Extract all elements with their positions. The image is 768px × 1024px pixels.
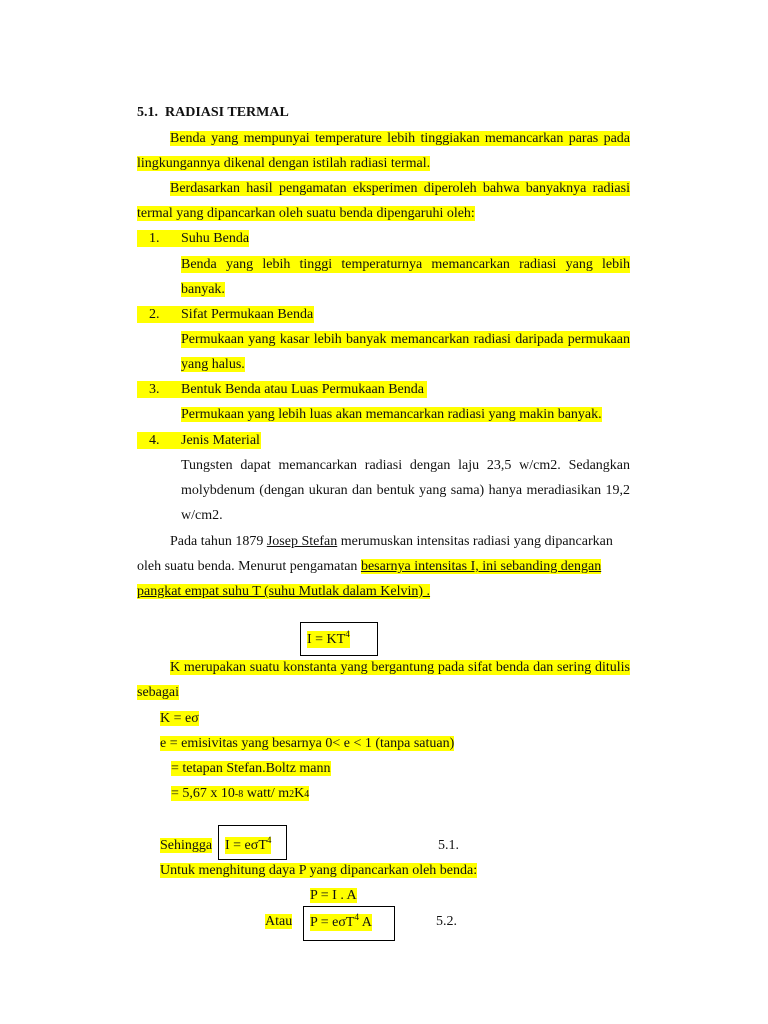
list-item-2-title: Sifat Permukaan Benda — [181, 307, 314, 322]
sigma-value: = 5,67 x 10-8 watt/ m2K4 — [171, 786, 310, 801]
list-item-1-desc-line-2: banyak. — [181, 282, 225, 297]
formula-stefan-boltzmann: I = eσT$^4$ — [225, 835, 272, 853]
list-item-3-number: 3. — [149, 382, 160, 397]
formula-box-1 — [300, 622, 378, 656]
power-intro: Untuk menghitung daya P yang dipancarkan oleh benda: — [160, 863, 478, 878]
sehingga-label: Sehingga — [160, 838, 213, 853]
list-item-4-desc-line-1: Tungsten dapat memancarkan radiasi dengan laju 23,5 w/cm2. Sedangkan — [181, 458, 630, 473]
list-item-1-title: Suhu Benda — [181, 231, 250, 246]
list-item-4-number: 4. — [149, 433, 160, 448]
list-item-4-title: Jenis Material — [181, 433, 260, 448]
stefan-paragraph-line-3: pangkat empat suhu T (suhu Mutlak dalam Kelvin) . — [137, 584, 431, 599]
emissivity-definition: e = emisivitas yang besarnya 0< e < 1 (tanpa satuan) — [160, 736, 455, 751]
list-item-2-desc-line-2: yang halus. — [181, 357, 245, 372]
list-item-3-title: Bentuk Benda atau Luas Permukaan Benda — [181, 382, 424, 397]
stefan-name: Josep Stefan — [266, 534, 338, 549]
list-item-1-desc-line-1: Benda yang lebih tinggi temperaturnya memancarkan radiasi yang lebih — [181, 257, 630, 272]
list-item-2-desc-line-1: Permukaan yang kasar lebih banyak memancarkan radiasi daripada permukaan — [181, 332, 630, 347]
list-item-3-desc-line-1: Permukaan yang lebih luas akan memancarkan radiasi yang makin banyak. — [181, 407, 602, 422]
formula-intensity: $I = KT^4$ — [307, 629, 350, 647]
list-item-2-number: 2. — [149, 307, 160, 322]
list-item-1 — [137, 230, 249, 247]
section-title: RADIASI TERMAL — [165, 105, 289, 120]
k-equation: K = eσ — [160, 711, 199, 726]
list-item-1-number: 1. — [149, 231, 160, 246]
section-number: 5.1. — [137, 105, 158, 120]
list-item-3 — [137, 381, 427, 398]
k-paragraph-line-1: K merupakan suatu konstanta yang bergantung pada sifat benda dan sering ditulis — [170, 660, 630, 675]
stefan-paragraph-line-1: Pada tahun 1879 Josep Stefan merumuskan intensitas radiasi yang dipancarkan — [170, 534, 613, 549]
list-item-4-desc-line-2: molybdenum (dengan ukuran dan bentuk yang sama) hanya meradiasikan 19,2 — [181, 483, 630, 498]
atau-label: Atau — [265, 914, 293, 929]
list-item-2 — [137, 306, 314, 323]
list-item-4-desc-line-3: w/cm2. — [181, 508, 223, 523]
equation-number-5-2: 5.2. — [436, 914, 457, 929]
intro-paragraph-1-line-1: Benda yang mempunyai temperature lebih tinggiakan memancarkan paras pada — [170, 131, 630, 146]
power-equation: P = I . A — [310, 888, 357, 903]
equation-number-5-1: 5.1. — [438, 838, 459, 853]
list-item-4 — [137, 432, 261, 449]
stefan-paragraph-line-2: oleh suatu benda. Menurut pengamatan besarnya intensitas I, ini sebanding dengan — [137, 559, 602, 574]
section-heading — [137, 104, 289, 121]
formula-power: P = eσT$^4$ A — [310, 912, 372, 930]
formula-box-2 — [218, 825, 287, 860]
sigma-definition: = tetapan Stefan.Boltz mann — [171, 761, 331, 776]
intro-paragraph-1-line-2: lingkungannya dikenal dengan istilah radiasi termal. — [137, 156, 431, 171]
k-paragraph-line-2: sebagai — [137, 685, 179, 700]
intro-paragraph-2-line-1: Berdasarkan hasil pengamatan eksperimen diperoleh bahwa banyaknya radiasi — [170, 181, 630, 196]
formula-box-3 — [303, 906, 395, 941]
intro-paragraph-2-line-2: termal yang dipancarkan oleh suatu benda dipengaruhi oleh: — [137, 206, 475, 221]
